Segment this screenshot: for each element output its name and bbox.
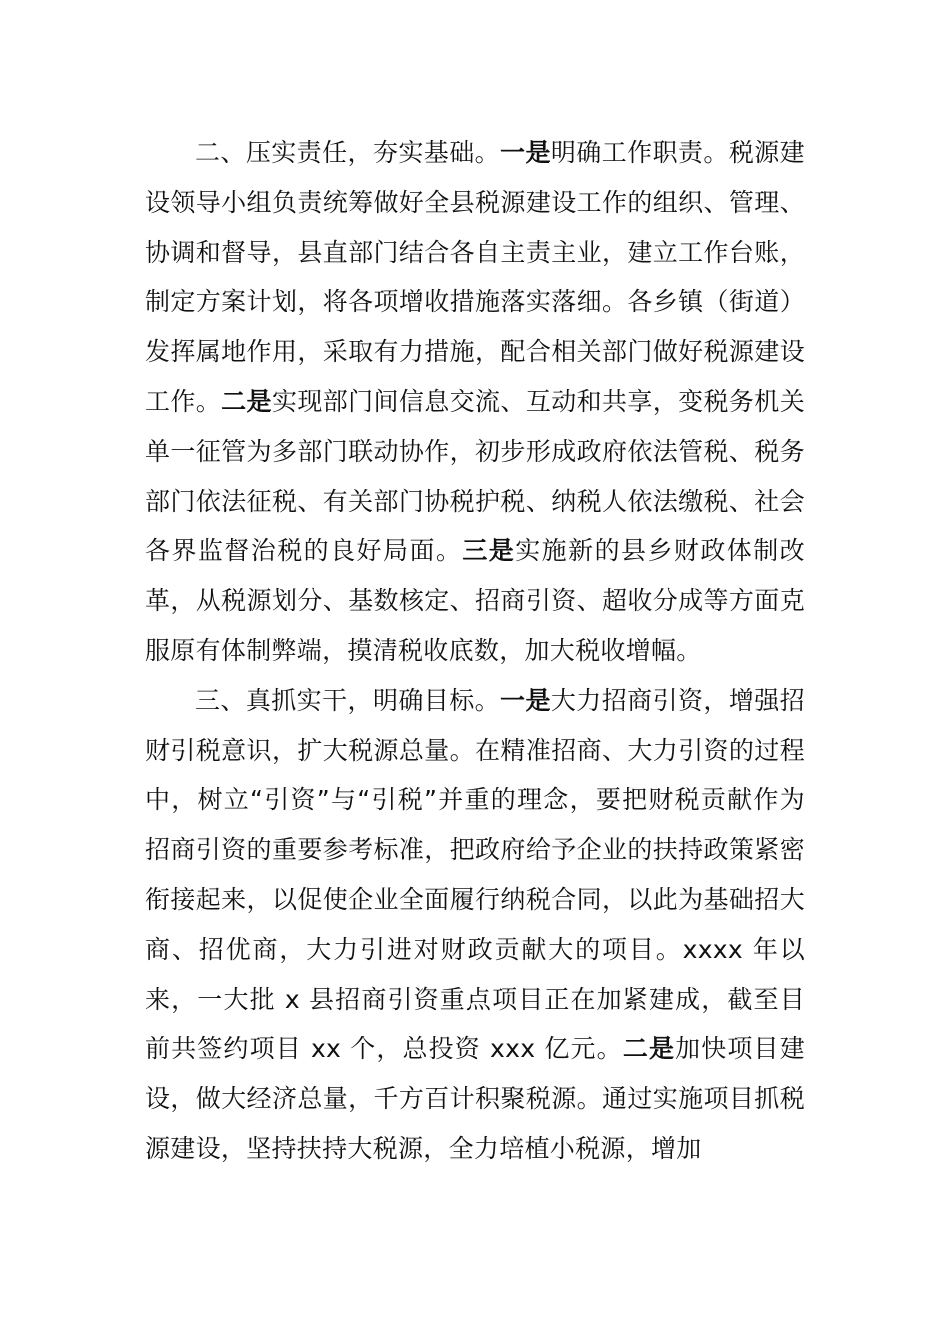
point-label-2: 二是 [221, 386, 272, 416]
point-text-2: 加快项目建设，做大经济总量，千方百计积聚税源。通过实施项目抓税源建设，坚持扶持大税源，全力培植小税源，增加 [145, 1034, 805, 1163]
paragraph-goals [145, 676, 805, 1174]
document-body [145, 128, 805, 1174]
point-text-1: 明确工作职责。税源建设领导小组负责统筹做好全县税源建设工作的组织、管理、协调和督导，县直部门结合各自主责主业，建立工作台账，制定方案计划，将各项增收措施落实落细。各乡镇（街道）发挥属地作用，采取有力措施，配合相关部门做好税源建设工作。 [145, 138, 805, 416]
point-text-1: 大力招商引资，增强招财引税意识，扩大税源总量。在精准招商、大力引资的过程中，树立“引资”与“引税”并重的理念，要把财税贡献作为招商引资的重要参考标准，把政府给予企业的扶持政策紧密衔接起来，以促使企业全面履行纳税合同，以此为基础招大商、招优商，大力引进对财政贡献大的项目。xxxx 年以来，一大批 x 县招商引资重点项目正在加紧建成，截至目前共签约项目 xx 个，总投资 xxx 亿元。 [145, 685, 805, 1064]
point-label-1: 一是 [500, 685, 551, 715]
section-heading-responsibility: 二、压实责任，夯实基础。 [195, 138, 501, 167]
section-heading-goals: 三、真抓实干，明确目标。 [195, 685, 501, 715]
point-label-1: 一是 [500, 138, 551, 167]
paragraph-responsibility [145, 128, 805, 676]
point-label-3: 三是 [462, 536, 516, 566]
point-text-3: 实施新的县乡财政体制改革，从税源划分、基数核定、招商引资、超收分成等方面克服原有体制弊端，摸清税收底数，加大税收增幅。 [145, 536, 805, 665]
point-label-2: 二是 [622, 1034, 676, 1064]
point-text-2: 实现部门间信息交流、互动和共享，变税务机关单一征管为多部门联动协作，初步形成政府依法管税、税务部门依法征税、有关部门协税护税、纳税人依法缴税、社会各界监督治税的良好局面。 [145, 386, 805, 566]
